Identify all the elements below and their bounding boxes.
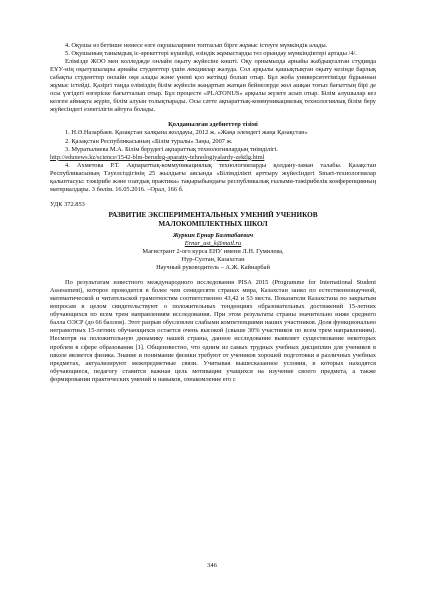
references-title: Қолданылған әдебиеттер тізімі bbox=[168, 121, 258, 129]
page-text-column bbox=[50, 42, 376, 384]
author-name: Журкин Ернар Балтабаевич bbox=[172, 231, 254, 239]
author-location: Нур-Султан, Казахстан bbox=[181, 256, 245, 264]
list-item: 5. Оқушының танымдық іс-әрекеттері күшейді, өзіндік жұмыстарды тез орындау мүмкіндіктері артады /4/. bbox=[65, 50, 357, 58]
reference-item: 1. Н.Ә.Назарбаев. Қазақстан халқына жолдауы, 2012 ж. «Жаңа әлемдегі жаңа Қазақстан» bbox=[65, 129, 308, 137]
author-affiliation: Магистрант 2-ого курса ЕНУ имени Л.Н. Гумилева, bbox=[142, 247, 284, 255]
article-body: По результатам известного международного исследования PISA 2015 (Programme for International Student Assessment), которое проводится в более чем семидесяти странах мира, Казахстан занял по естественнонаучной, математической и читательской грамотностям соответственно 43,42 и 53 места. Показатели Казахстана по закрытым вопросам в целом свидетельствуют о положительных тенденциях образовательных достижений 15-летних обучающихся по всем трем направлениям исследования. При этом результаты страны значительно ниже среднего балла ОЭСР (до 66 баллов). Этот разрыв обусловлен слабыми компетенциями наших участников. Доля функционально неграмотных 15-летних обучающихся остается очень высокой (свыше 30% участников по всем трем направлениям). Несмотря на положительную динамику нашей страны, данное исследование выявляет существование некоторых проблем в сфере образования [1]. Общеизвестно, что одним из самых трудных учебных дисциплин для учеников в школе является физика. Знание и понимание физики требуют от учеников хорошей подготовки в различных учебных предметах, актуализируют межпредметные связи. Учитывая вышесказанное условия, в которых находятся обучающиеся, педагогу ставится важная цель мотивации учащихся на изучение своего предмета, а также формировании практических умений и навыков, ознакомление его с bbox=[50, 279, 376, 383]
scientific-supervisor: Научный руководитель – А.Ж. Кайнарбай bbox=[156, 264, 270, 272]
body-paragraph: Елімізде ЖОО мен колледжде онлайн оқыту жүйесіне көшті. Оқу орнымызда арнайы жабдықталған студияда ЕҰУ-нің оқытушылары арнайы студенттер үшін лекциялар жазуда. Сол арқылы қашықтықтан оқыту кезінде барлық сабақты студенттер онлайн оқи алады және үнемі қол жетімді болып отыр. Бұл жоба университетімізде бұрыннан жұмыс істейді. Қазіргі таңда еліміздің білім жүйесін жаңартып жатқан бейнелерде жол ашқан тоғыз бағыттың бірі де осы үлгідегі өзгеріске бағытталып отыр. Бұл процесте «PLATONUS» арқылы жүзеге асып отыр. Білім алушылар кез келген аймақта жүріп, білім алуын толықтырады. Осы сәтте ақпараттық-коммуникациялық технологиялық білім беру жүйесіндегі езектілігін айтуға болады. bbox=[50, 58, 376, 114]
list-item: 4. Оқушы өз бетінше немесе өзге оқушылармен топтасып бірге жұмыс істеуге мүмкіндік алады. bbox=[65, 42, 328, 49]
article-title-line: РАЗВИТИЕ ЭКСПЕРИМЕНТАЛЬНЫХ УМЕНИЙ УЧЕНИКОВ bbox=[108, 210, 318, 219]
reference-link[interactable]: http://edunews.kz/science/1542-blm-berudeg-aparatty-tehnologiyalardy-zektlg.html bbox=[50, 153, 265, 161]
page-number: 346 bbox=[207, 562, 217, 569]
article-title-line: МАЛОКОМПЛЕКТНЫХ ШКОЛ bbox=[158, 219, 268, 228]
author-email[interactable]: Ernar_ast_k@mail.ru bbox=[184, 239, 242, 247]
reference-item: 2. Қазақстан Республикасының «Білім туралы» Заңы, 2007 ж. bbox=[65, 137, 233, 145]
reference-item: 4. Ахметова Р.Т. Ақпараттық-коммуникациялық технологияларды қолдану-заман талабы. Қазақстан Республикасының Тәуелсіздігінің 25 жылдығы аясында «Білімділікті арттыру жүйесіндегі Smart-технологиялар қалыптасуы: тәжірибе және озатдық практика» тақырыбындағы республикалық ғылыми-тәжірибелік конференцияның материалдары. 3 бөлім. 16.05.2016. –Орал, 166 б. bbox=[50, 161, 376, 193]
article-title bbox=[50, 211, 376, 229]
udc-code: УДК 372.853 bbox=[50, 200, 85, 208]
reference-item: 3. Муратылиева М.А. Білім берудегі ақпараттық технологиялардың тиімділігі. bbox=[65, 145, 279, 153]
